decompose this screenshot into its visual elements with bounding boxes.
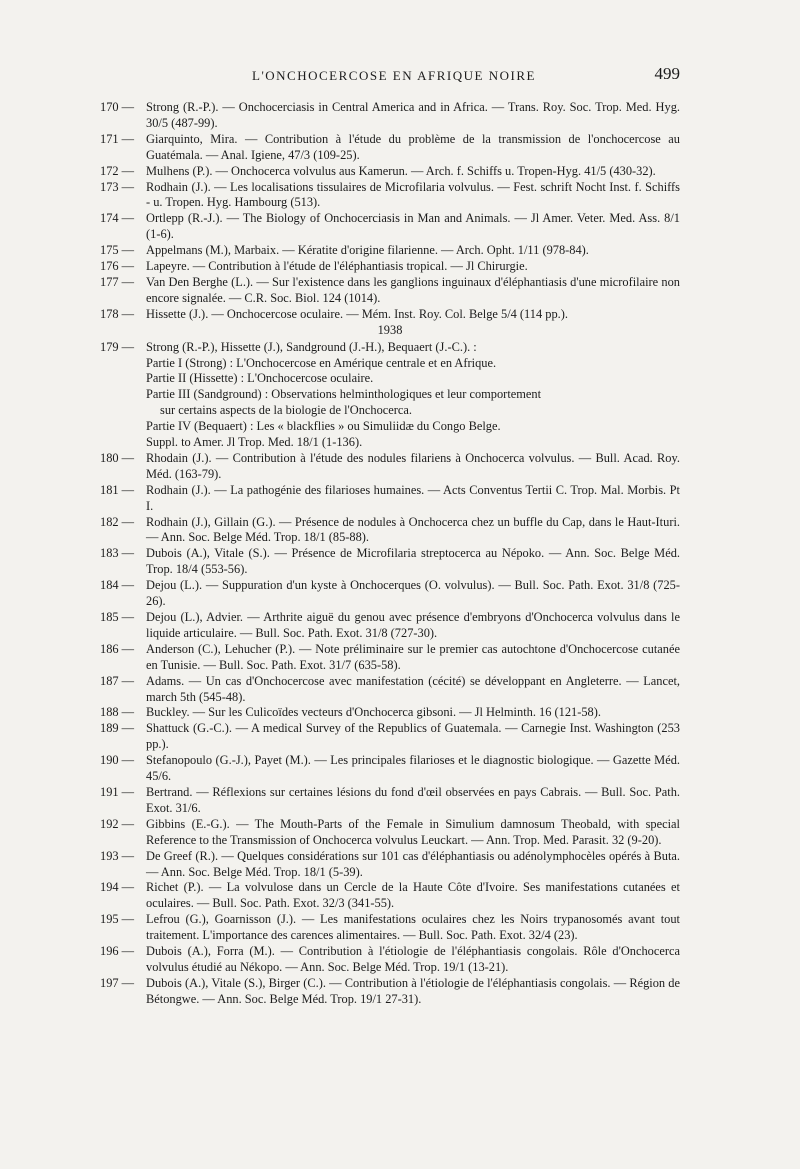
bib-entry xyxy=(100,721,680,753)
entry-179-part4: Partie IV (Bequaert) : Les « blackflies » ou Simuliidæ du Congo Belge. xyxy=(146,419,501,434)
bib-entry xyxy=(100,785,680,817)
entry-text: Mulhens (P.). — Onchocerca volvulus aus Kamerun. — Arch. f. Schiffs u. Tropen-Hyg. 41/5 (430-32). xyxy=(146,163,656,178)
entry-text: Adams. — Un cas d'Onchocercose avec manifestation (cécité) se développant en Angleterre. — Lancet, march 5th (545-48). xyxy=(146,673,680,704)
bib-entry xyxy=(100,515,680,547)
running-title: L'ONCHOCERCOSE EN AFRIQUE NOIRE xyxy=(252,68,536,83)
entry-number: 175 — xyxy=(100,243,135,258)
bib-entry xyxy=(100,642,680,674)
bib-entry xyxy=(100,164,680,180)
bib-entry xyxy=(100,451,680,483)
entry-number: 181 — xyxy=(100,482,135,497)
entry-text: Dubois (A.), Vitale (S.). — Présence de Microfilaria streptocerca au Népoko. — Ann. Soc. Belge Méd. Trop. 18/4 (553-56). xyxy=(146,546,680,577)
entry-number: 186 — xyxy=(100,641,135,656)
entry-text: Gibbins (E.-G.). — The Mouth-Parts of the Female in Simulium damnosum Theobald, with special Reference to the Transmission of Onchocerca volvulus Leuckart. — Ann. Trop. Med. Parasit. 32 (9-20). xyxy=(146,816,680,847)
bib-entry xyxy=(100,275,680,307)
entry-text: Appelmans (M.), Marbaix. — Kératite d'origine filarienne. — Arch. Opht. 1/11 (978-84). xyxy=(146,243,589,258)
entry-number: 170 — xyxy=(100,100,135,114)
entry-number: 193 — xyxy=(100,848,135,863)
bib-entry xyxy=(100,546,680,578)
bib-entry xyxy=(100,674,680,706)
entry-number: 183 — xyxy=(100,546,135,561)
entry-number: 179 — xyxy=(100,339,135,354)
entry-text: Rhodain (J.). — Contribution à l'étude des nodules filariens à Onchocerca volvulus. — Bull. Acad. Roy. Méd. (163-79). xyxy=(146,450,680,481)
bib-entry xyxy=(100,100,680,132)
entry-text: Lefrou (G.), Goarnisson (J.). — Les manifestations oculaires chez les Noirs trypanosomés avant tout traitement. L'importance des carences alimentaires. — Bull. Soc. Path. Exot. 32/4 (23). xyxy=(146,912,680,943)
entry-number: 176 — xyxy=(100,259,135,274)
entry-number: 189 — xyxy=(100,721,135,736)
entry-text xyxy=(146,340,680,451)
entry-text: Strong (R.-P.). — Onchocerciasis in Central America and in Africa. — Trans. Roy. Soc. Trop. Med. Hyg. 30/5 (487-99). xyxy=(146,100,680,130)
entry-number: 194 — xyxy=(100,880,135,895)
entry-text: Giarquinto, Mira. — Contribution à l'étude du problème de la transmission de l'onchocercose au Guatémala. — Anal. Igiene, 47/3 (109-25). xyxy=(146,131,680,162)
entry-text: Richet (P.). — La volvulose dans un Cercle de la Haute Côte d'Ivoire. Ses manifestations cutanées et oculaires. — Bull. Soc. Path. Exot. 32/3 (341-55). xyxy=(146,880,680,911)
entry-179-part3: Partie III (Sandground) : Observations helminthologiques et leur comportement xyxy=(146,387,542,402)
entry-179-part2: Partie II (Hissette) : L'Onchocercose oculaire. xyxy=(146,371,374,386)
entry-179-tail: Suppl. to Amer. Jl Trop. Med. 18/1 (1-136). xyxy=(146,435,363,450)
entry-text: Dubois (A.), Vitale (S.), Birger (C.). — Contribution à l'étiologie de l'éléphantiasis congolais. — Région de Bétongwe. — Ann. Soc. Belge Méd. Trop. 19/1 27-31). xyxy=(146,975,680,1006)
entry-number: 174 — xyxy=(100,211,135,226)
entry-text: Buckley. — Sur les Culicoïdes vecteurs d'Onchocerca gibsoni. — Jl Helminth. 16 (121-58). xyxy=(146,705,601,720)
entry-number: 184 — xyxy=(100,578,135,593)
page-number: 499 xyxy=(654,64,680,83)
bib-entry-179 xyxy=(100,340,680,451)
entry-text: De Greef (R.). — Quelques considérations sur 101 cas d'éléphantiasis ou adénolymphocèles opérés à Buta. — Ann. Soc. Belge Méd. Trop. 18/1 (5-39). xyxy=(146,848,680,879)
bib-entry xyxy=(100,753,680,785)
entry-number: 180 — xyxy=(100,450,135,465)
bib-entry xyxy=(100,849,680,881)
entry-text: Rodhain (J.), Gillain (G.). — Présence de nodules à Onchocerca chez un buffle du Cap, dans le Haut-Ituri. — Ann. Soc. Belge Méd. Trop. 18/1 (85-88). xyxy=(146,514,680,545)
entry-number: 185 — xyxy=(100,610,135,624)
entry-number: 177 — xyxy=(100,274,135,289)
entry-text: Van Den Berghe (L.). — Sur l'existence dans les ganglions inguinaux d'éléphantiasis d'une microfilaire non encore signalée. — C.R. Soc. Biol. 124 (1014). xyxy=(146,274,680,305)
entry-text: Hissette (J.). — Onchocercose oculaire. — Mém. Inst. Roy. Col. Belge 5/4 (114 pp.). xyxy=(146,306,568,321)
entry-text: Shattuck (G.-C.). — A medical Survey of the Republics of Guatemala. — Carnegie Inst. Washington (253 pp.). xyxy=(146,721,680,752)
bib-entry xyxy=(100,944,680,976)
entry-number: 187 — xyxy=(100,673,135,688)
bib-entry xyxy=(100,132,680,164)
bib-entry xyxy=(100,578,680,610)
entry-text: Dubois (A.), Forra (M.). — Contribution à l'étiologie de l'éléphantiasis congolais. Rôle d'Onchocerca volvulus étudié au Nékopo. — Ann. Soc. Belge Méd. Trop. 19/1 (13-21). xyxy=(146,944,680,974)
bib-entry xyxy=(100,976,680,1008)
entry-text: Anderson (C.), Lehucher (P.). — Note préliminaire sur le premier cas autochtone d'Onchocercose cutanée en Tunisie. — Bull. Soc. Path. Exot. 31/7 (635-58). xyxy=(146,641,680,672)
entry-number: 173 — xyxy=(100,179,135,194)
entry-text: Rodhain (J.). — Les localisations tissulaires de Microfilaria volvulus. — Fest. schrift Nocht Inst. f. Schiffs - u. Tropen. Hyg. Hambourg (513). xyxy=(146,179,680,210)
entry-number: 191 — xyxy=(100,784,135,799)
entry-number: 197 — xyxy=(100,975,135,990)
entry-text: Ortlepp (R.-J.). — The Biology of Onchocerciasis in Man and Animals. — Jl Amer. Veter. Med. Ass. 8/1 (1-6). xyxy=(146,211,680,242)
entry-text: Bertrand. — Réflexions sur certaines lésions du fond d'œil observées en pays Cabrais. — Bull. Soc. Path. Exot. 31/6. xyxy=(146,784,680,815)
entry-179-lead: Strong (R.-P.), Hissette (J.), Sandground (J.-H.), Bequaert (J.-C.). : xyxy=(146,339,477,354)
bib-entry xyxy=(100,259,680,275)
entry-text: Stefanopoulo (G.-J.), Payet (M.). — Les principales filarioses et le diagnostic biologique. — Gazette Méd. 45/6. xyxy=(146,753,680,784)
entry-number: 196 — xyxy=(100,944,135,959)
bib-entry xyxy=(100,880,680,912)
entry-text: Dejou (L.). — Suppuration d'un kyste à Onchocerques (O. volvulus). — Bull. Soc. Path. Exot. 31/8 (725-26). xyxy=(146,578,680,609)
entry-179-part1: Partie I (Strong) : L'Onchocercose en Amérique centrale et en Afrique. xyxy=(146,355,497,370)
entries-group-1938 xyxy=(100,451,680,1008)
year-heading: 1938 xyxy=(377,322,403,337)
entry-text: Lapeyre. — Contribution à l'étude de l'éléphantiasis tropical. — Jl Chirurgie. xyxy=(146,259,528,274)
entry-number: 172 — xyxy=(100,163,135,178)
bib-entry xyxy=(100,307,680,323)
entry-number: 188 — xyxy=(100,705,135,720)
bib-entry xyxy=(100,705,680,721)
entries-group-1937 xyxy=(100,100,680,323)
entry-text: Rodhain (J.). — La pathogénie des filarioses humaines. — Acts Conventus Tertii C. Trop. Mal. Morbis. Pt I. xyxy=(146,482,680,513)
bib-entry xyxy=(100,610,680,642)
entry-text: Dejou (L.), Advier. — Arthrite aiguë du genou avec présence d'embryons d'Onchocerca volvulus dans le liquide articulaire. — Bull. Soc. Path. Exot. 31/8 (727-30). xyxy=(146,610,680,640)
bib-entry xyxy=(100,912,680,944)
entry-179-part3-cont: sur certains aspects de la biologie de l'Onchocerca. xyxy=(160,403,413,418)
bib-entry xyxy=(100,180,680,212)
entry-number: 182 — xyxy=(100,514,135,529)
entry-number: 178 — xyxy=(100,306,135,321)
bib-entry xyxy=(100,483,680,515)
page-header xyxy=(100,64,680,88)
bib-entry xyxy=(100,211,680,243)
entry-number: 192 — xyxy=(100,816,135,831)
bibliography xyxy=(100,100,680,1008)
entry-number: 195 — xyxy=(100,912,135,927)
bib-entry xyxy=(100,817,680,849)
bib-entry xyxy=(100,243,680,259)
entry-number: 171 — xyxy=(100,131,135,146)
entry-number: 190 — xyxy=(100,753,135,768)
